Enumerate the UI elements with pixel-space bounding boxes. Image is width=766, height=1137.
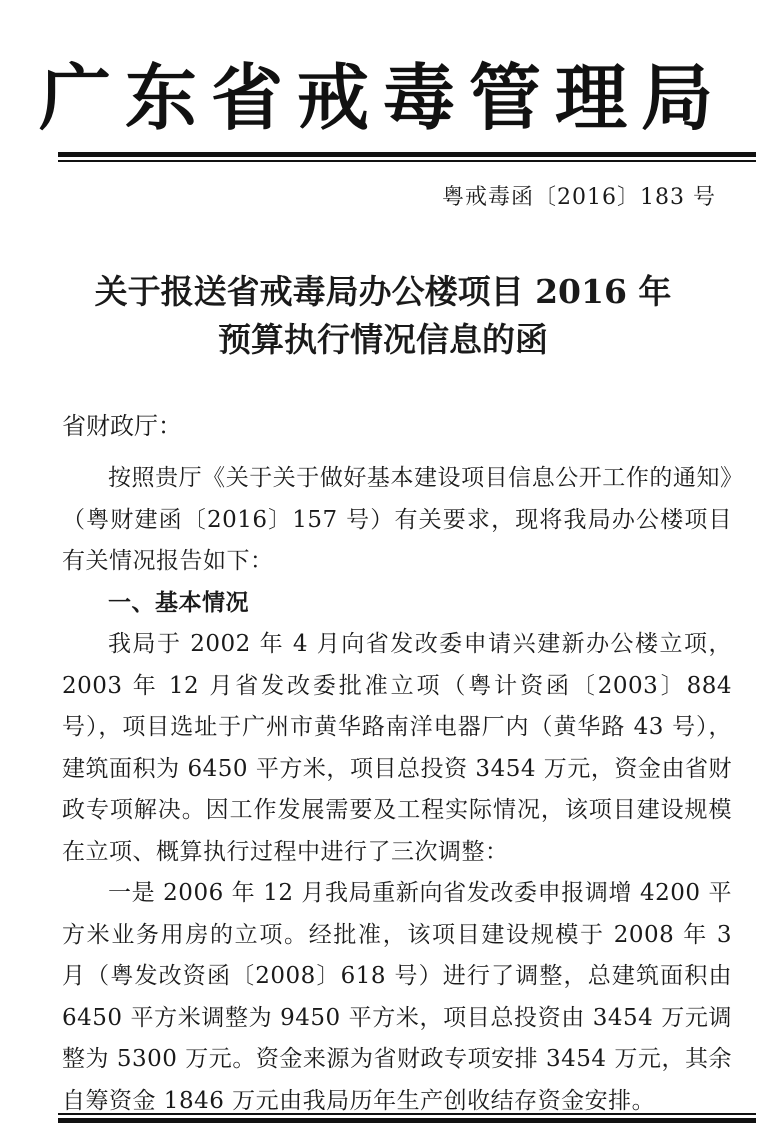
header-rule-thick bbox=[58, 152, 756, 157]
footer-rule-thin bbox=[58, 1113, 756, 1115]
document-body bbox=[62, 458, 732, 1122]
org-name-header: 广东省戒毒管理局 bbox=[38, 55, 727, 140]
paragraph-basic-info: 我局于 2002 年 4 月向省发改委申请兴建新办公楼立项，2003 年 12 月省发改委批准立项（粤计资函〔2003〕884 号），项目选址于广州市黄华路南洋电器厂内（黄华路 43 号），建筑面积为 6450 平方米，项目总投资 3454 万元，资金由省财政专项解决。因工作发展需要及工程实际情况，该项目建设规模在立项、概算执行过程中进行了三次调整： bbox=[62, 631, 732, 865]
addressee: 省财政厅： bbox=[62, 412, 182, 440]
document-number: 粤戒毒函〔2016〕183 号 bbox=[442, 185, 716, 210]
document-title-line-2: 预算执行情况信息的函 bbox=[218, 320, 548, 359]
header-rule-thin bbox=[58, 160, 756, 162]
document-title bbox=[0, 268, 766, 364]
paragraph-intro: 按照贵厅《关于关于做好基本建设项目信息公开工作的通知》（粤财建函〔2016〕157 号）有关要求，现将我局办公楼项目有关情况报告如下： bbox=[62, 465, 732, 574]
document-title-line-1: 关于报送省戒毒局办公楼项目 2016 年 bbox=[94, 272, 672, 311]
footer-rule-thick bbox=[58, 1118, 756, 1123]
section-heading-basic-info: 一、基本情况 bbox=[108, 589, 249, 616]
paragraph-adjustment-one: 一是 2006 年 12 月我局重新向省发改委申报调增 4200 平方米业务用房的立项。经批准，该项目建设规模于 2008 年 3 月（粤发改资函〔2008〕618 号）进行了调整，总建筑面积由 6450 平方米调整为 9450 平方米，项目总投资由 3454 万元调整为 5300 万元。资金来源为省财政专项安排 3454 万元，其余自筹资金 1846 万元由我局历年生产创收结存资金安排。 bbox=[62, 880, 732, 1114]
